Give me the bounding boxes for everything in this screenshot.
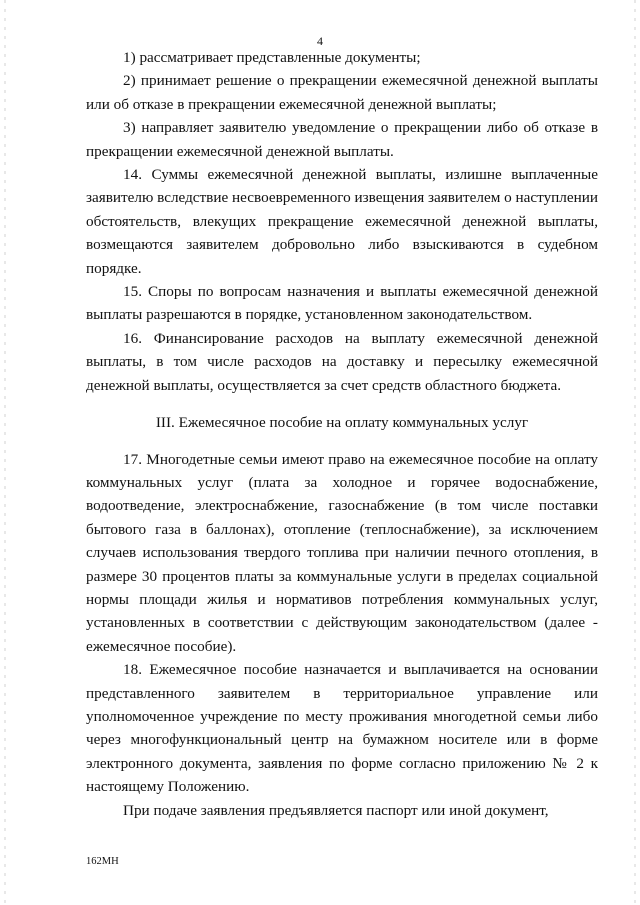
paragraph-clause-14: 14. Суммы ежемесячной денежной выплаты, излишне выплаченные заявителю вследствие несвоевременного извещения заявителем о наступлении обстоятельств, влекущих прекращение ежемесячной денежной выплаты, возмещаются заявителем добровольно либо взыскиваются в судебном порядке. [86,166,598,277]
footer-document-code: 162МН [86,856,119,867]
paragraph-item-2: 2) принимает решение о прекращении ежемесячной денежной выплаты или об отказе в прекращении ежемесячной денежной выплаты; [86,72,598,113]
paragraph-clause-16: 16. Финансирование расходов на выплату ежемесячной денежной выплаты, в том числе расходов на доставку и пересылку ежемесячной денежной выплаты, осуществляется за счет средств областного бюджета. [86,329,598,394]
paragraph-clause-15: 15. Споры по вопросам назначения и выплаты ежемесячной денежной выплаты разрешаются в порядке, установленном законодательством. [86,283,598,324]
paragraph-item-3: 3) направляет заявителю уведомление о прекращении либо об отказе в прекращении ежемесячной денежной выплаты. [86,119,598,160]
paragraph-clause-18: 18. Ежемесячное пособие назначается и выплачивается на основании представленного заявителем в территориальное управление или уполномоченное учреждение по месту проживания многодетной семьи либо через многофункциональный центр на бумажном носителе или в форме электронного документа, заявления по форме согласно приложению № 2 к настоящему Положению. [86,661,598,796]
page-number: 4 [317,34,323,48]
paragraph-clause-17: 17. Многодетные семьи имеют право на ежемесячное пособие на оплату коммунальных услуг (плата за холодное и горячее водоснабжение, водоотведение, электроснабжение, газоснабжение (в том числе поставки бытового газа в баллонах), отопление (теплоснабжение), за исключением случаев использования твердого топлива при наличии печного отопления, в размере 30 процентов платы за коммунальные услуги в пределах социальной нормы площади жилья и нормативов потребления коммунальных услуг, установленных в соответствии с действующим законодательством (далее - ежемесячное пособие). [86,450,598,655]
paragraph-item-1: 1) рассматривает представленные документы; [123,49,421,66]
scan-edge-left [4,0,6,905]
scan-edge-right [634,0,636,905]
section-heading: III. Ежемесячное пособие на оплату коммунальных услуг [155,414,529,432]
paragraph-continuation: При подаче заявления предъявляется паспорт или иной документ, [123,801,549,819]
document-body [86,46,598,822]
